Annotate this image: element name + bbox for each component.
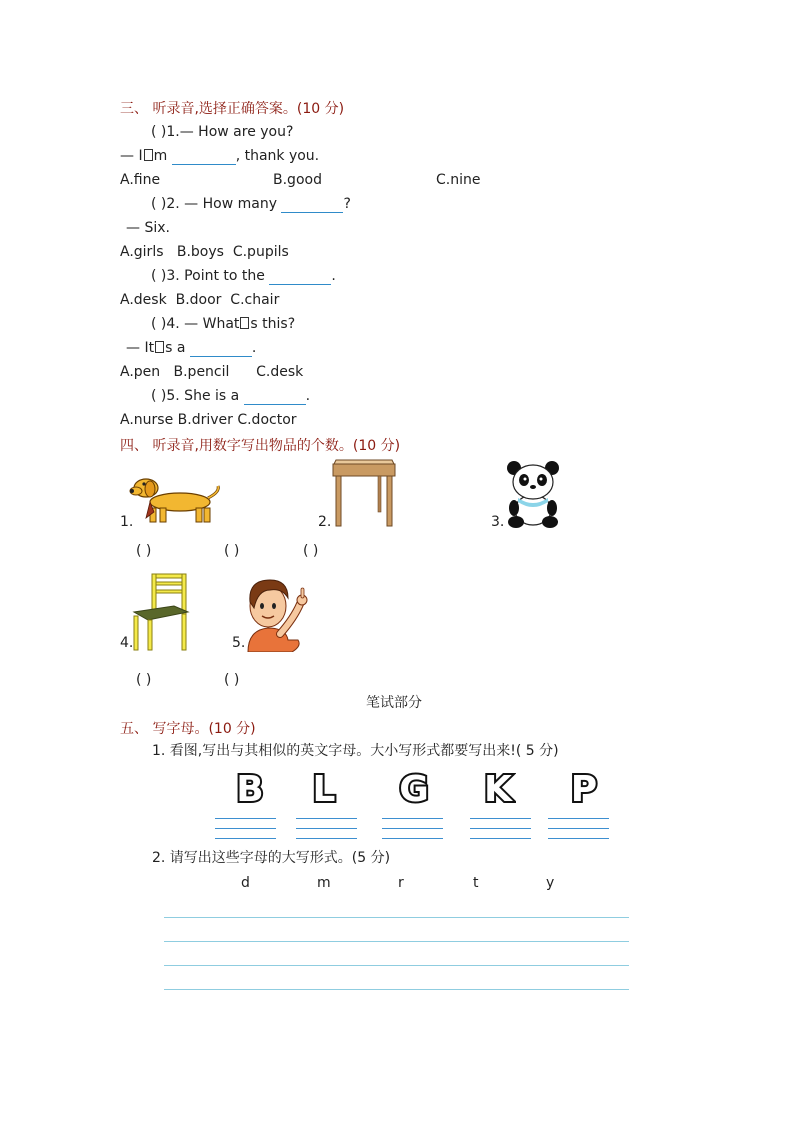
q2-answer: — Six. [126,220,170,236]
writing-line[interactable] [382,838,443,839]
answer-line[interactable] [164,941,629,942]
section-5-title: 五、 写字母。(10 分) [120,721,256,737]
answer-paren[interactable]: ( ) [224,672,240,688]
boy-icon [242,574,310,652]
answer-paren[interactable]: ( ) [151,196,167,212]
q4-answer-line: — It s a . [126,340,257,356]
writing-line[interactable] [470,818,531,819]
q4-blank[interactable] [190,342,252,357]
q4-line: ( )4. — What s this? [151,316,296,332]
q5-options: A.nurse B.driver C.doctor [120,412,297,428]
letter-r: r [398,875,404,891]
q1-option-c: C.nine [436,172,481,188]
section-3-title: 三、 听录音,选择正确答案。(10 分) [120,101,345,117]
answer-paren[interactable]: ( ) [303,543,319,559]
written-part-header: 笔试部分 [366,695,422,711]
sub-question-2: 2. 请写出这些字母的大写形式。(5 分) [152,850,391,866]
answer-paren[interactable]: ( ) [136,543,152,559]
sub-question-1: 1. 看图,写出与其相似的英文字母。大小写形式都要写出来!( 5 分) [152,743,559,759]
writing-line[interactable] [296,818,357,819]
letter-picture-g-icon [396,770,432,806]
q4-options: A.pen B.pencil C.desk [120,364,304,380]
letter-y: y [546,875,555,891]
writing-line[interactable] [470,838,531,839]
letter-picture-glyph: K [484,770,512,806]
writing-line[interactable] [382,828,443,829]
answer-paren[interactable]: ( ) [224,543,240,559]
answer-line[interactable] [164,917,629,918]
letter-picture-glyph: L [312,770,336,806]
q3-line: ( )3. Point to the . [151,268,336,284]
q1-prompt: 1.— How are you? [166,124,294,140]
table-icon [330,458,398,528]
answer-paren[interactable]: ( ) [151,268,167,284]
letter-picture-glyph: B [236,770,264,806]
answer-line[interactable] [164,965,629,966]
item-4-number: 4. [120,635,134,651]
q1-answer-line: — I m , thank you. [120,148,320,164]
item-5-number: 5. [232,635,246,651]
q3-blank[interactable] [269,270,331,285]
item-2-number: 2. [318,514,332,530]
letter-picture-glyph: P [570,770,598,806]
writing-line[interactable] [215,838,276,839]
q1-option-b: B.good [273,172,322,188]
q1-line [151,123,293,141]
writing-line[interactable] [215,818,276,819]
letter-picture-l-icon [306,770,342,806]
missing-char-box [240,317,249,329]
q2-blank[interactable] [281,198,343,213]
writing-line[interactable] [548,828,609,829]
letter-m: m [317,875,331,891]
letter-picture-glyph: G [399,770,429,806]
q2-line: ( )2. — How many ? [151,196,351,212]
section-4-title: 四、 听录音,用数字写出物品的个数。(10 分) [120,438,401,454]
q1-option-a: A.fine [120,172,161,188]
letter-picture-k-icon [480,770,516,806]
missing-char-box [144,149,153,161]
writing-line[interactable] [296,828,357,829]
q3-options: A.desk B.door C.chair [120,292,280,308]
chair-icon [128,572,192,652]
answer-paren[interactable]: ( ) [136,672,152,688]
writing-line[interactable] [215,828,276,829]
answer-paren[interactable]: ( ) [151,316,167,332]
writing-line[interactable] [470,828,531,829]
letter-picture-b-icon [232,770,268,806]
item-1-number: 1. [120,514,134,530]
writing-line[interactable] [548,818,609,819]
item-3-number: 3. [491,514,505,530]
q2-options: A.girls B.boys C.pupils [120,244,289,260]
answer-paren[interactable]: ( ) [151,388,167,404]
q5-blank[interactable] [244,390,306,405]
letter-picture-p-icon [566,770,602,806]
q1-blank[interactable] [172,150,236,165]
letter-t: t [473,875,479,891]
writing-line[interactable] [548,838,609,839]
q5-line: ( )5. She is a . [151,388,311,404]
missing-char-box [155,341,164,353]
letter-d: d [241,875,250,891]
answer-paren[interactable]: ( ) [151,124,167,140]
panda-icon [504,460,562,528]
writing-line[interactable] [382,818,443,819]
answer-line[interactable] [164,989,629,990]
writing-line[interactable] [296,838,357,839]
dog-icon [128,472,224,528]
